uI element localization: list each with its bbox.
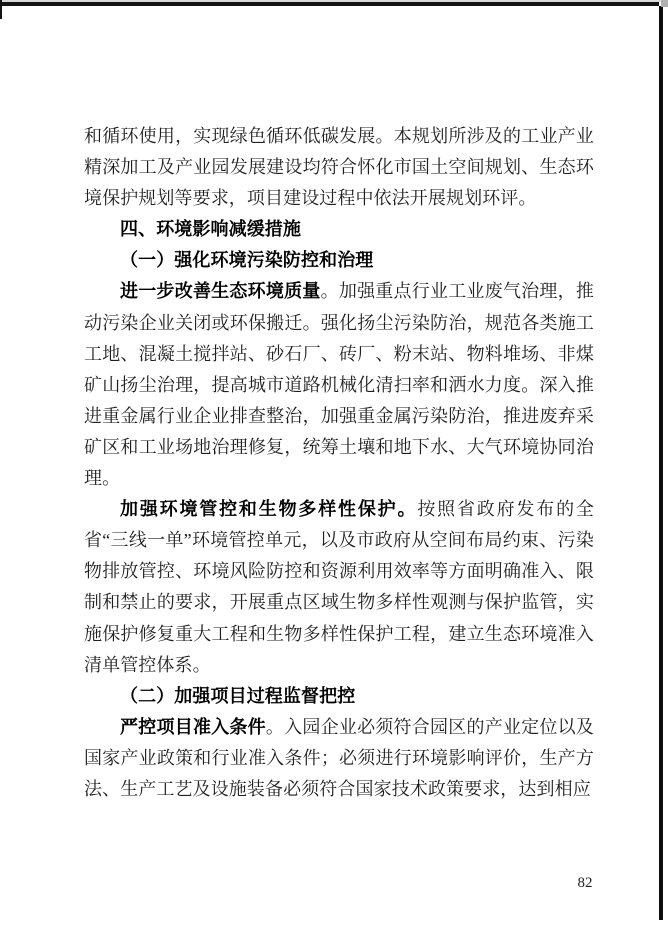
scan-edge-top-line (0, 2, 659, 6)
paragraph-improve-eco-environment (84, 276, 594, 494)
paragraph-lead-bold: 严控项目准入条件 (120, 716, 266, 737)
page-number: 82 (577, 875, 593, 891)
paragraph-text: 按照省政府发布的全省“三线一单”环境管控单元，以及市政府从空间布局约束、污染物排放管控、环境风险防控和资源利用效率等方面明确准入、限制和禁止的要求，开展重点区域生物多样性观测与保护监管，实施保护修复重大工程和生物多样性保护工程，建立生态环境准入清单管控体系。 (84, 499, 594, 675)
paragraph-continuation: 和循环使用，实现绿色循环低碳发展。本规划所涉及的工业产业精深加工及产业园发展建设均符合怀化市国土空间规划、生态环境保护规划等要求，项目建设过程中依法开展规划环评。 (84, 126, 594, 209)
document-body (84, 121, 594, 805)
paragraph-text: 。加强重点行业工业废气治理，推动污染企业关闭或环保搬迁。强化扬尘污染防治，规范各类施工工地、混凝土搅拌站、砂石厂、砖厂、粉末站、物料堆场、非煤矿山扬尘治理，提高城市道路机械化清扫率和洒水力度。深入推进重金属行业企业排查整治，加强重金属污染防治，推进废弃采矿区和工业场地治理修复，统筹土壤和地下水、大气环境协同治理。 (84, 281, 594, 489)
paragraph-lead-bold: 进一步改善生态环境质量 (120, 281, 321, 302)
paragraph-text: 。入园企业必须符合园区的产业定位以及国家产业政策和行业准入条件；必须进行环境影响评价，生产方法、生产工艺及设施装备必须符合国家技术政策要求，达到相应 (84, 716, 594, 799)
scan-edge-corner (661, 0, 668, 7)
scan-edge-left-line (0, 0, 2, 19)
scan-edge-right-line (659, 6, 663, 920)
paragraph-project-admission (84, 712, 594, 805)
subsection-heading-2: （二）加强项目过程监督把控 (120, 685, 356, 706)
paragraph-environment-control-biodiversity (84, 494, 594, 681)
subsection-heading-1: （一）强化环境污染防控和治理 (120, 250, 374, 271)
section-heading-4: 四、环境影响减缓措施 (120, 219, 301, 240)
paragraph-lead-bold: 加强环境管控和生物多样性保护。 (120, 499, 418, 520)
